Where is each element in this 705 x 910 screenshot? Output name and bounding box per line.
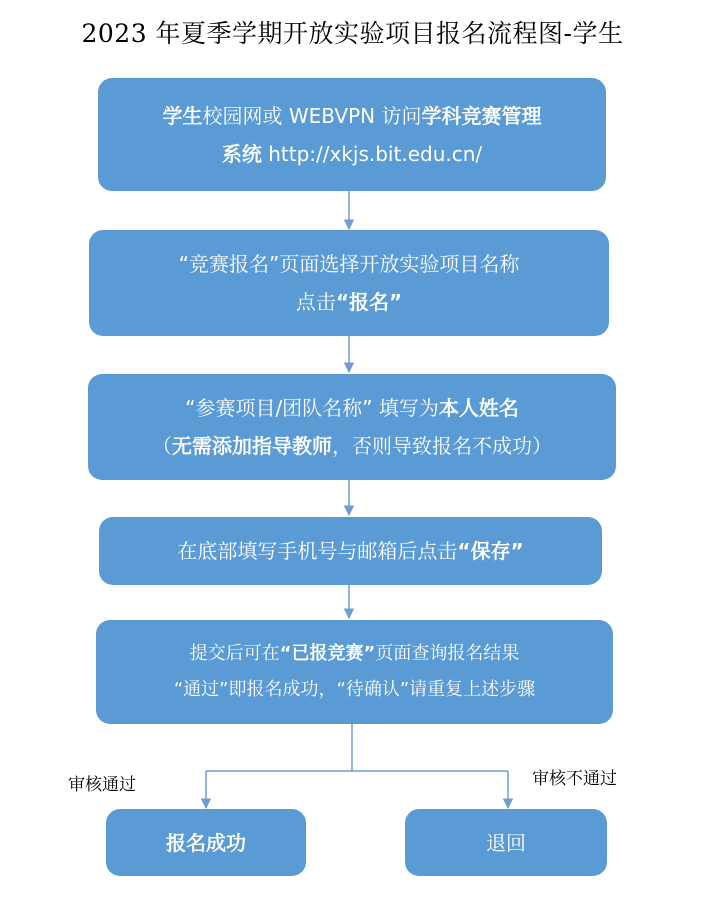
step-text: “参赛项目/团队名称” 填写为 [185,396,439,420]
result-fail-text: 退回 [486,830,526,855]
step-text: http://xkjs.bit.edu.cn/ [261,141,483,166]
step-text: ，否则导致报名不成功） [332,434,552,458]
step-4-line-1 [177,532,523,570]
step-5-line-2 [174,672,535,708]
step-1-line-1 [163,97,542,135]
step-text: “通过”即报名成功，“待确认”请重复上述步骤 [173,679,536,700]
emphasis-text: 学科竞赛管理 [421,103,542,128]
step-text: 在底部填写手机号与邮箱后点击 [177,539,458,563]
step-text: 点击 [295,290,336,314]
emphasis-text: 学生 [162,103,203,128]
step-2-line-2 [296,283,402,321]
step-text: “竞赛报名”页面选择开放实验项目名称 [178,252,520,276]
step-1-line-2 [222,135,482,173]
step-2-select-project [89,230,609,336]
branch-label-fail: 审核不通过 [532,769,617,789]
step-5-line-1 [190,636,520,672]
result-fail-box [405,809,607,876]
branch-label-pass: 审核通过 [68,775,136,795]
emphasis-text: “报名” [335,290,403,314]
step-text: 校园网或 WEBVPN 访问 [202,103,422,128]
step-text: 提交后可在 [189,643,280,664]
emphasis-text: 系统 [221,141,262,166]
result-pass-box [106,809,306,876]
step-4-save-contact [99,517,602,585]
emphasis-text: 无需添加指导教师 [172,434,332,458]
step-3-line-1 [185,389,519,427]
step-3-fill-name [88,374,616,480]
emphasis-text: “保存” [457,539,524,563]
step-1-access-system [98,78,606,191]
step-2-line-1 [179,245,520,283]
result-pass-text: 报名成功 [166,830,246,855]
step-3-line-2 [152,427,552,465]
page-title: 2023 年夏季学期开放实验项目报名流程图-学生 [81,19,624,48]
step-text: 页面查询报名结果 [375,643,520,664]
step-text: （ [152,434,172,458]
step-5-check-result [96,620,613,724]
emphasis-text: “已报竞赛” [279,643,376,664]
emphasis-text: 本人姓名 [438,396,519,420]
